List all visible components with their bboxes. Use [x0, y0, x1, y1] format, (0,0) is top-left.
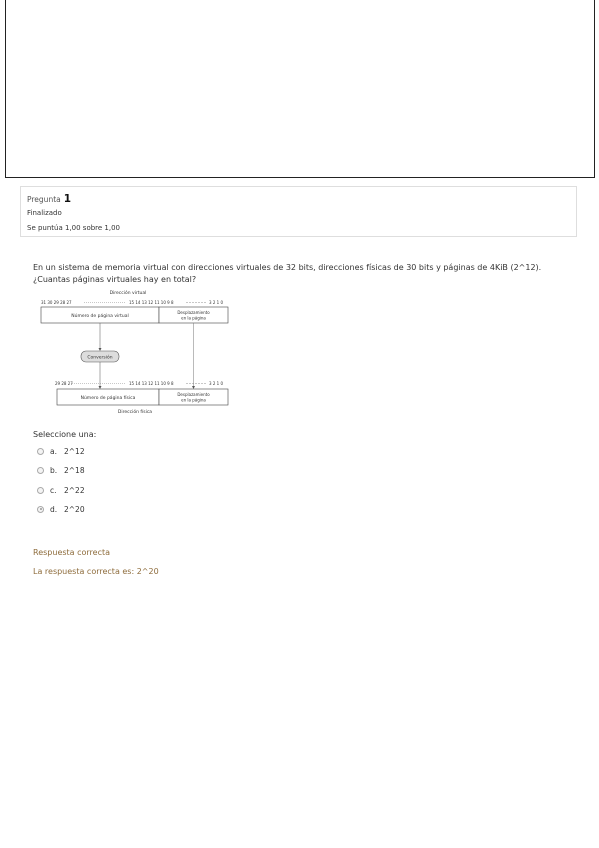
- feedback-correct-answer: La respuesta correcta es: 2^20: [33, 567, 159, 576]
- diagram-top-bits-left: 31 30 29 28 27: [41, 300, 72, 305]
- option-c-radio[interactable]: [37, 487, 44, 494]
- option-a-text: 2^12: [64, 446, 85, 456]
- question-label: Pregunta: [27, 195, 61, 204]
- question-state: Finalizado: [27, 209, 62, 217]
- option-c-text: 2^22: [64, 485, 85, 495]
- question-grade: Se puntúa 1,00 sobre 1,00: [27, 224, 121, 232]
- translation-label: Conversión: [87, 355, 113, 361]
- top-content-frame: [5, 0, 595, 178]
- option-c[interactable]: [37, 484, 85, 496]
- option-c-letter: c.: [50, 485, 57, 495]
- feedback-result: Respuesta correcta: [33, 548, 111, 557]
- physical-page-number-label: Número de página física: [80, 396, 136, 401]
- diagram-top-bits-mid: 15 14 13 12 11 10 9 8: [129, 300, 174, 305]
- option-a-radio[interactable]: [37, 448, 44, 455]
- physical-offset-label-2: en la página: [181, 397, 206, 403]
- diagram-bottom-bits-right: 3 2 1 0: [209, 381, 223, 386]
- question-info-box: [20, 186, 577, 237]
- question-number-value: 1: [63, 193, 72, 205]
- option-a-letter: a.: [50, 446, 57, 456]
- diagram-bottom-title: Dirección física: [117, 410, 153, 415]
- option-d[interactable]: [37, 503, 85, 515]
- question-text: En un sistema de memoria virtual con direcciones virtuales de 32 bits, direcciones físicas de 30 bits y páginas de 4KiB (2^12). ¿Cuantas páginas virtuales hay en total?: [33, 263, 542, 284]
- question-number: [27, 193, 71, 205]
- option-d-radio[interactable]: [37, 506, 44, 513]
- virtual-offset-label-2: en la página: [181, 315, 206, 321]
- option-b-radio[interactable]: [37, 467, 44, 474]
- diagram-bottom-bits-mid: 15 14 13 12 11 10 9 8: [129, 381, 174, 386]
- option-b-letter: b.: [50, 465, 58, 475]
- diagram-top-bits-right: 3 2 1 0: [209, 300, 223, 305]
- select-one-label: Seleccione una:: [33, 430, 97, 439]
- physical-offset-label-1: Desplazamiento: [177, 392, 210, 397]
- diagram-top-title: Dirección virtual: [109, 291, 147, 296]
- virtual-offset-label-1: Desplazamiento: [177, 310, 210, 315]
- address-translation-diagram: [40, 288, 230, 416]
- option-d-letter: d.: [50, 504, 58, 514]
- option-b-text: 2^18: [64, 465, 85, 475]
- option-a[interactable]: [37, 445, 85, 457]
- virtual-page-number-label: Número de página virtual: [71, 314, 129, 319]
- option-b[interactable]: [37, 464, 85, 476]
- diagram-bottom-bits-left: 29 28 27: [55, 381, 73, 386]
- option-d-text: 2^20: [64, 504, 85, 514]
